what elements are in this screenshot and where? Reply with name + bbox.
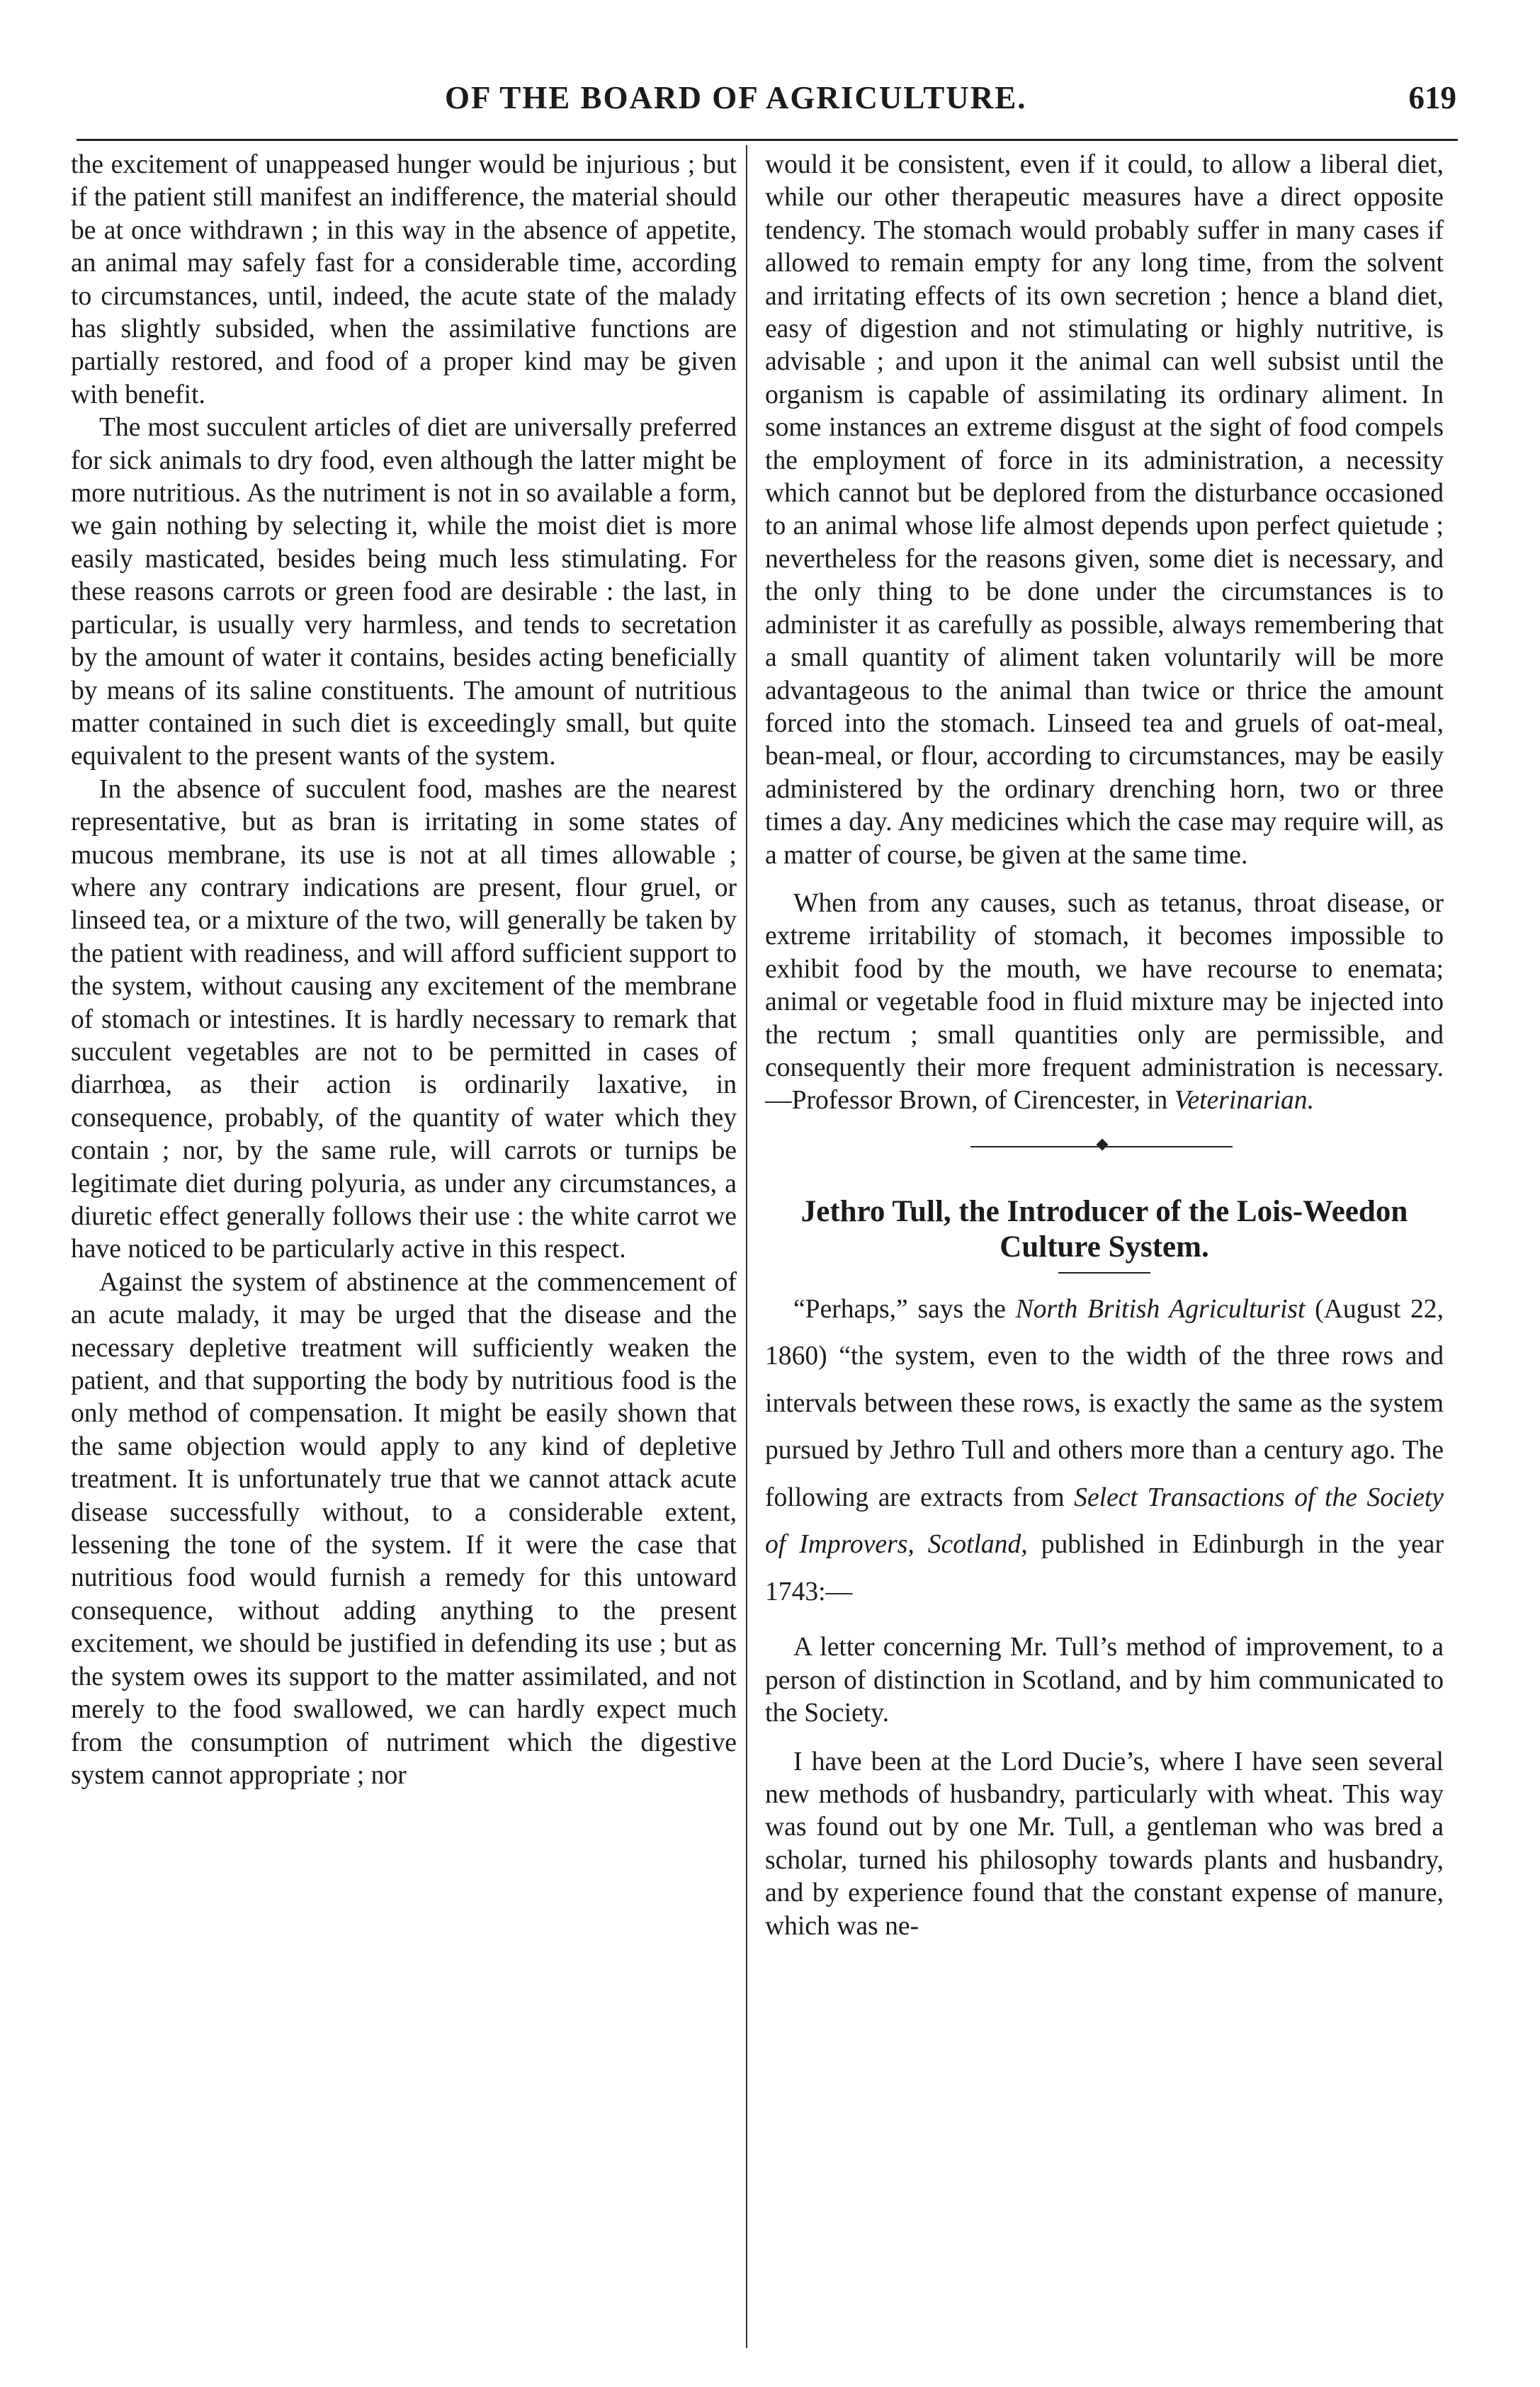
left-column [71, 149, 737, 1792]
left-paragraph-4: Against the system of abstinence at the commencement of an acute malady, it may be urged that the disease and the necessary depletive treatment will sufficiently weaken the patient, and that supporting the body by nutritious food is the only method of compensation. It might be easily shown that the same objection would apply to any kind of depletive treatment. It is unfortunately true that we cannot attack acute disease successfully without, to a considerable extent, lessening the tone of the system. If it were the case that nutritious food would furnish a remedy for this untoward consequence, without adding anything to the present excitement, we should be justified in defending its use ; but as the system owes its support to the matter assimilated, and not merely to the food swallowed, we can hardly expect much from the consumption of nutriment which the digestive system cannot appropriate ; nor [71, 1267, 737, 1790]
journal-title: North British Agriculturist [1015, 1294, 1306, 1324]
source-journal: Veterinarian. [1174, 1086, 1314, 1116]
article-title: Jethro Tull, the Introducer of the Lois-Weedon Culture System. [800, 1194, 1408, 1264]
left-paragraph-3: In the absence of succulent food, mashes are the nearest representative, but as bran is irritating in some states of mucous membrane, its use is not at all times allowable ; where any contrary indications are present, flour gruel, or linseed tea, or a mixture of the two, will generally be taken by the patient with readiness, and will afford sufficient support to the system, without causing any excitement of the membrane of stomach or intestines. It is hardly necessary to remark that succulent vegetables are not to be permitted in cases of diarrhœa, as their action is ordinarily laxative, in consequence, probably, of the quantity of water which they contain ; nor, by the same rule, will carrots or turnips be legitimate diet during polyuria, as under any circumstances, a diuretic effect generally follows their use : the white carrot we have noticed to be particularly active in this respect. [71, 774, 737, 1264]
right-paragraph-5: I have been at the Lord Ducie’s, where I have seen several new methods of husbandry, particularly with wheat. This way was found out by one Mr. Tull, a gentleman who was bred a scholar, turned his philosophy towards plants and husbandry, and by experience found that the constant expense of manure, which was ne- [765, 1747, 1444, 1941]
right-paragraph-2 [765, 888, 1444, 1118]
right-paragraph-3: “Perhaps,” says the North British Agriculturist (August 22, 1860) “the system, even to the width of the three rows and intervals between these rows, is exactly the same as the system pursued by Jethro Tull and others more than a century ago. The following are extracts from Select Transactions of the Society of Improvers, Scotland, published in Edinburgh in the year 1743:— [765, 1294, 1444, 1606]
running-title: OF THE BOARD OF AGRICULTURE. [445, 80, 1027, 115]
page-number: 619 [1408, 80, 1456, 115]
column-divider [746, 145, 747, 2348]
header-rule [77, 139, 1458, 141]
left-paragraph-1: the excitement of unappeased hunger would be injurious ; but if the patient still manifest an indifference, the material should be at once withdrawn ; in this way in the absence of appetite, an animal may safely fast for a considerable time, according to circumstances, until, indeed, the acute state of the malady has slightly subsided, when the assimilative functions are partially restored, and food of a proper kind may be given with benefit. [71, 150, 737, 409]
running-head [77, 79, 1456, 129]
right-paragraph-2-text: When from any causes, such as tetanus, throat disease, or extreme irritability of stomach, it becomes impossible to exhibit food by the mouth, we have recourse to enemata; animal or vegetable food in fluid mixture may be injected into the rectum ; small quantities only are permissible, and consequently their more frequent administration is necessary.—Professor Brown, of Cirencester, in [765, 888, 1444, 1116]
left-paragraph-2: The most succulent articles of diet are universally preferred for sick animals to dry food, even although the latter might be more nutritious. As the nutriment is not in so available a form, we gain nothing by selecting it, while the moist diet is more easily masticated, besides being much less stimulating. For these reasons carrots or green food are desirable : the last, in particular, is usually very harmless, and tends to secretation by the amount of water it contains, besides acting beneficially by means of its saline constituents. The amount of nutritious matter contained in such diet is exceedingly small, but quite equivalent to the present wants of the system. [71, 413, 737, 771]
section-ornament [765, 1128, 1444, 1167]
right-paragraph-4: A letter concerning Mr. Tull’s method of improvement, to a person of distinction in Scotland, and by him communicated to the Society. [765, 1633, 1444, 1728]
right-paragraph-1: would it be consistent, even if it could, to allow a liberal diet, while our other therapeutic measures have a direct opposite tendency. The stomach would probably suffer in many cases if allowed to remain empty for any long time, from the solvent and irritating effects of its own secretion ; hence a bland diet, easy of digestion and not stimulating or highly nutritive, is advisable ; and upon it the animal can well subsist until the organism is capable of assimilating its ordinary aliment. In some instances an extreme disgust at the sight of food compels the employment of force in its administration, a necessity which cannot but be deplored from the disturbance occasioned to an animal whose life almost depends upon perfect quietude ; nevertheless for the reasons given, some diet is necessary, and the only thing to be done under the circumstances is to administer it as carefully as possible, always remembering that a small quantity of aliment taken voluntarily will be more advantageous to the animal than twice or thrice the amount forced into the stomach. Linseed tea and gruels of oat-meal, bean-meal, or flour, according to circumstances, may be easily administered by the ordinary drenching horn, two or three times a day. Any medicines which the case may require will, as a matter of course, be given at the same time. [765, 150, 1444, 870]
title-rule [1058, 1272, 1150, 1274]
book-title: Select Transactions of the Society of Improvers, Scotland, [765, 1482, 1444, 1560]
right-column [765, 149, 1444, 1943]
